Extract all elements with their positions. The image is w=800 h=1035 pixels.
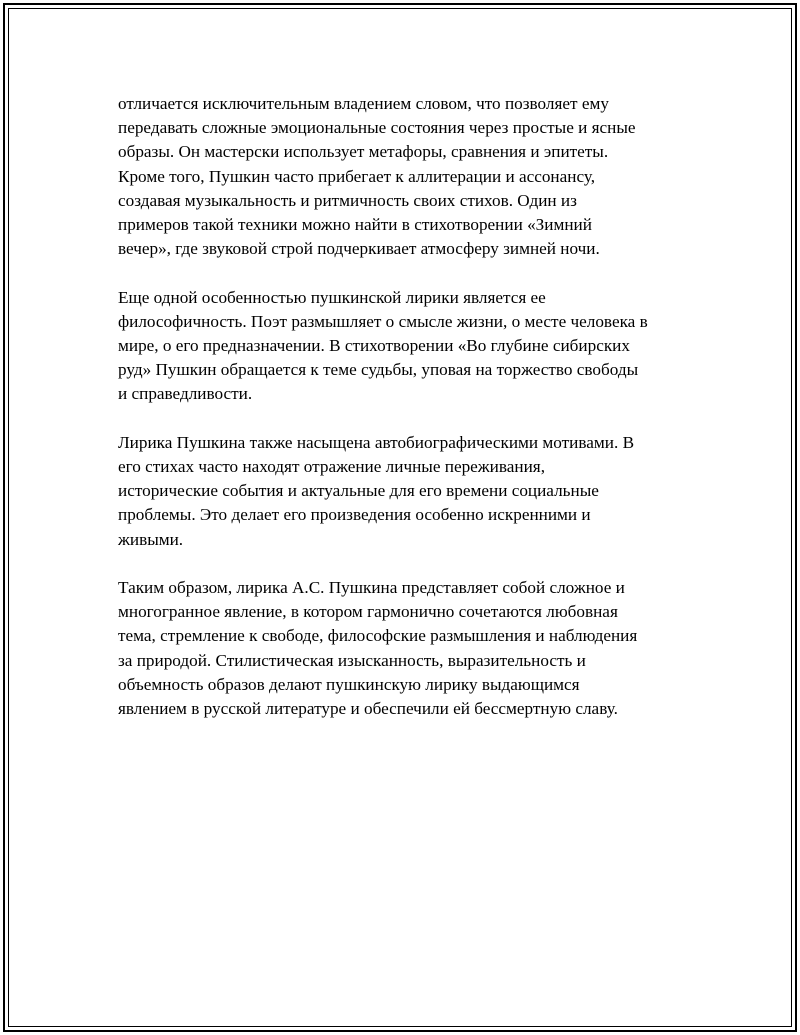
- text-line: образы. Он мастерски использует метафоры, сравнения и эпитеты.: [118, 142, 609, 162]
- text-line: Кроме того, Пушкин часто прибегает к аллитерации и ассонансу,: [118, 166, 596, 186]
- text-line: проблемы. Это делает его произведения особенно искренними и: [118, 505, 591, 525]
- text-line: и справедливости.: [118, 384, 253, 404]
- text-line: многогранное явление, в котором гармонично сочетаются любовная: [118, 602, 618, 622]
- text-line: вечер», где звуковой строй подчеркивает атмосферу зимней ночи.: [118, 239, 600, 259]
- text-line: исторические события и актуальные для его времени социальные: [118, 481, 599, 501]
- text-line: руд» Пушкин обращается к теме судьбы, уповая на торжество свободы: [118, 360, 639, 380]
- text-line: мире, о его предназначении. В стихотворении «Во глубине сибирских: [118, 336, 630, 356]
- text-line: объемность образов делают пушкинскую лирику выдающимся: [118, 674, 580, 694]
- paragraph-2: [118, 286, 698, 407]
- text-line: создавая музыкальность и ритмичность своих стихов. Один из: [118, 190, 577, 210]
- text-line: его стихах часто находят отражение личные переживания,: [118, 457, 546, 477]
- text-line: за природой. Стилистическая изысканность, выразительность и: [118, 650, 586, 670]
- text-line: передавать сложные эмоциональные состояния через простые и ясные: [118, 118, 636, 138]
- paragraph-1: [118, 92, 698, 261]
- text-line: отличается исключительным владением словом, что позволяет ему: [118, 94, 609, 113]
- text-line: тема, стремление к свободе, философские размышления и наблюдения: [118, 626, 638, 646]
- text-line: Еще одной особенностью пушкинской лирики является ее: [118, 287, 546, 307]
- paragraph-3: [118, 431, 698, 552]
- text-line: живыми.: [118, 529, 184, 549]
- paragraph-4: [118, 576, 698, 721]
- text-line: Лирика Пушкина также насыщена автобиографическими мотивами. В: [118, 432, 635, 452]
- text-line: философичность. Поэт размышляет о смысле жизни, о месте человека в: [118, 311, 648, 331]
- document-body: [118, 92, 698, 745]
- text-line: примеров такой техники можно найти в стихотворении «Зимний: [118, 215, 592, 235]
- text-line: Таким образом, лирика А.С. Пушкина представляет собой сложное и: [118, 578, 625, 598]
- text-line: явлением в русской литературе и обеспечили ей бессмертную славу.: [118, 699, 618, 719]
